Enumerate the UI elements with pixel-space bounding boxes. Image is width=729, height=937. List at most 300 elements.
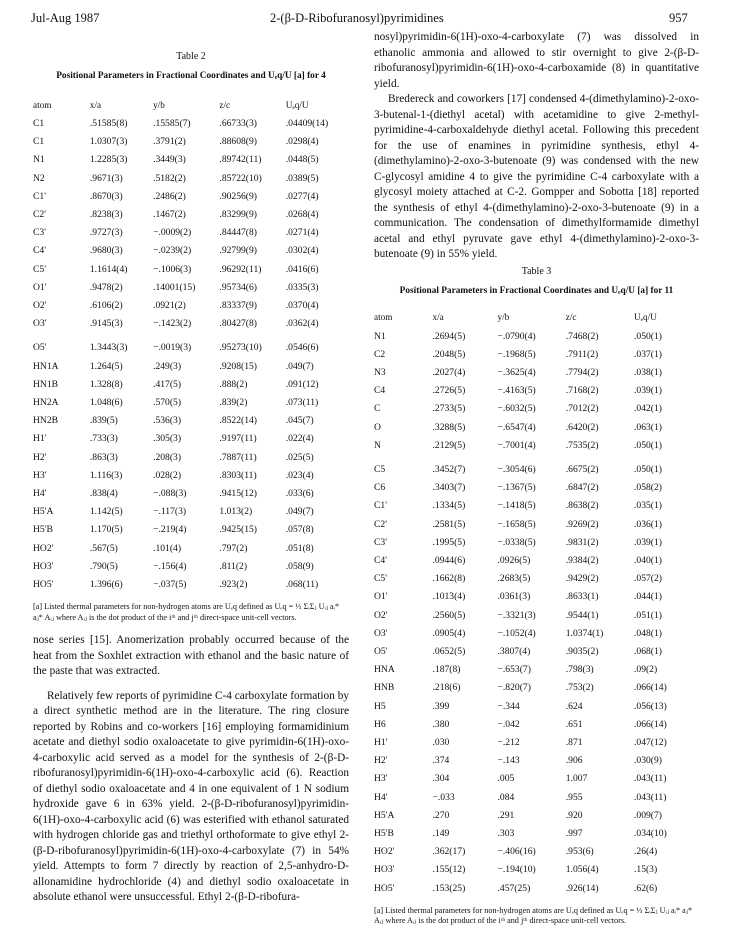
table2-header-atom: atom — [33, 99, 52, 110]
table-row — [374, 661, 699, 679]
y-cell: .1467(2) — [153, 209, 186, 221]
z-cell: .9831(2) — [565, 536, 599, 548]
z-cell: .96292(11) — [219, 263, 262, 275]
x-cell: 1.116(3) — [89, 469, 123, 481]
z-cell: .798(3) — [565, 664, 594, 676]
z-cell: .797(2) — [219, 542, 248, 554]
table3-header-y: y/b — [497, 312, 510, 323]
atom-cell: N — [374, 439, 381, 451]
u-cell: .09(2) — [634, 664, 658, 676]
table-row — [33, 115, 349, 133]
x-cell: .155(12) — [432, 864, 466, 876]
table-row — [374, 843, 699, 861]
table-row — [374, 364, 699, 382]
z-cell: .85722(10) — [219, 172, 262, 184]
u-cell: .023(4) — [285, 469, 314, 481]
x-cell: .380 — [432, 718, 450, 730]
y-cell: −.6032(5) — [497, 403, 536, 415]
u-cell: .037(1) — [634, 348, 662, 360]
x-cell: .9671(3) — [89, 172, 123, 184]
x-cell: .567(5) — [89, 542, 118, 554]
z-cell: .7887(11) — [219, 451, 257, 463]
x-cell: .733(3) — [89, 433, 118, 445]
z-cell: 1.056(4) — [565, 864, 599, 876]
z-cell: .9269(2) — [565, 518, 599, 530]
x-cell: .9478(2) — [89, 281, 123, 293]
y-cell: .5182(2) — [153, 172, 186, 184]
y-cell: −.3054(6) — [497, 463, 536, 475]
table-row — [33, 333, 349, 357]
y-cell: .536(3) — [153, 415, 182, 427]
z-cell: .651 — [565, 718, 583, 730]
atom-cell: C2' — [374, 518, 387, 530]
atom-cell: C5' — [33, 263, 46, 275]
atom-cell: N2 — [33, 172, 45, 184]
z-cell: .7168(2) — [565, 385, 599, 397]
atom-cell: O2' — [33, 300, 47, 312]
x-cell: 1.0307(3) — [89, 136, 128, 148]
atom-cell: HO3' — [374, 864, 395, 876]
z-cell: .95734(6) — [219, 281, 257, 293]
table-row — [374, 328, 699, 346]
atom-cell: C2' — [33, 209, 46, 221]
x-cell: .1662(8) — [432, 573, 466, 585]
table-row — [33, 151, 349, 169]
x-cell: .2726(5) — [432, 385, 466, 397]
atom-cell: HN1A — [33, 360, 59, 372]
u-cell: .042(1) — [634, 403, 662, 415]
z-cell: .920 — [565, 809, 583, 821]
table-row — [33, 224, 349, 242]
atom-cell: H4' — [33, 488, 47, 500]
x-cell: .0905(4) — [432, 627, 466, 639]
table-row — [374, 807, 699, 825]
z-cell: .839(2) — [219, 397, 248, 409]
u-cell: .0335(3) — [285, 281, 319, 293]
y-cell: −.3321(3) — [497, 609, 536, 621]
atom-cell: C3' — [33, 227, 46, 239]
x-cell: .2027(4) — [432, 366, 466, 378]
x-cell: .838(4) — [89, 488, 118, 500]
x-cell: .8238(3) — [89, 209, 123, 221]
table-row — [33, 170, 349, 188]
table-row — [374, 752, 699, 770]
x-cell: 1.328(8) — [89, 378, 123, 390]
table-row — [374, 516, 699, 534]
table-row — [374, 825, 699, 843]
y-cell: −.0019(3) — [153, 342, 192, 354]
u-cell: .050(1) — [634, 330, 662, 342]
y-cell: −.0239(2) — [153, 245, 192, 257]
atom-cell: O5' — [33, 342, 47, 354]
u-cell: .04409(14) — [285, 118, 329, 129]
u-cell: .62(6) — [634, 882, 658, 894]
atom-cell: O3' — [33, 318, 47, 330]
table-row — [33, 188, 349, 206]
x-cell: .839(5) — [89, 415, 118, 427]
z-cell: .624 — [565, 700, 583, 712]
u-cell: .068(11) — [285, 579, 319, 591]
z-cell: .6420(2) — [565, 421, 599, 433]
u-cell: .0302(4) — [285, 245, 319, 257]
table3-header-atom: atom — [374, 312, 393, 323]
left-column — [33, 50, 349, 906]
y-cell: −.1052(4) — [497, 627, 536, 639]
atom-cell: HNA — [374, 664, 395, 676]
atom-cell: HO3' — [33, 560, 54, 572]
table-row — [374, 789, 699, 807]
y-cell: −.3625(4) — [497, 366, 536, 378]
z-cell: 1.007 — [565, 773, 588, 785]
x-cell: 1.396(6) — [89, 579, 123, 591]
table-row — [33, 206, 349, 224]
y-cell: .291 — [497, 809, 515, 821]
table-row — [33, 521, 349, 539]
table-row — [374, 734, 699, 752]
u-cell: .033(6) — [285, 488, 314, 500]
atom-cell: C4' — [374, 554, 387, 566]
atom-cell: O2' — [374, 609, 388, 621]
atom-cell: N1 — [374, 330, 386, 342]
table3-header-row — [374, 308, 699, 328]
atom-cell: C4 — [374, 385, 386, 397]
y-cell: −.037(5) — [153, 579, 187, 591]
u-cell: .044(1) — [634, 591, 662, 603]
y-cell: .0361(3) — [497, 591, 531, 603]
y-cell: .005 — [497, 773, 515, 785]
x-cell: .863(3) — [89, 451, 118, 463]
x-cell: .3403(7) — [432, 482, 466, 494]
table-row — [374, 570, 699, 588]
x-cell: .790(5) — [89, 560, 118, 572]
table3-header-x: x/a — [432, 312, 444, 323]
atom-cell: H5'A — [33, 506, 54, 518]
z-cell: .92799(9) — [219, 245, 257, 257]
x-cell: 1.2285(3) — [89, 154, 128, 166]
right-column — [374, 30, 699, 927]
atom-cell: H3' — [374, 773, 388, 785]
z-cell: .871 — [565, 736, 583, 748]
z-cell: .9544(1) — [565, 609, 599, 621]
atom-cell: C5' — [374, 573, 387, 585]
y-cell: .208(3) — [153, 451, 182, 463]
u-cell: .043(11) — [634, 791, 667, 803]
y-cell: −.194(10) — [497, 864, 536, 876]
z-cell: .6847(2) — [565, 482, 599, 494]
x-cell: −.033 — [432, 791, 455, 803]
y-cell: .3807(4) — [497, 645, 531, 657]
atom-cell: O1' — [33, 281, 47, 293]
x-cell: .51585(8) — [89, 118, 128, 129]
table-row — [374, 497, 699, 515]
x-cell: .399 — [432, 700, 450, 712]
table-row — [374, 400, 699, 418]
table2-header-z: z/c — [219, 99, 231, 110]
z-cell: .9035(2) — [565, 645, 599, 657]
table3 — [374, 308, 699, 898]
u-cell: .039(1) — [634, 385, 662, 397]
x-cell: .218(6) — [432, 682, 461, 694]
z-cell: .811(2) — [219, 560, 248, 572]
atom-cell: HO2' — [374, 846, 395, 858]
table2-header-u: Uₑq/U — [285, 99, 309, 110]
y-cell: .457(25) — [497, 882, 531, 894]
x-cell: 1.264(5) — [89, 360, 123, 372]
z-cell: .83337(9) — [219, 300, 257, 312]
atom-cell: HN2B — [33, 415, 59, 427]
x-cell: .304 — [432, 773, 450, 785]
x-cell: .3452(7) — [432, 463, 466, 475]
atom-cell: H5'B — [374, 827, 394, 839]
u-cell: .0271(4) — [285, 227, 319, 239]
x-cell: .2694(5) — [432, 330, 466, 342]
x-cell: .1995(5) — [432, 536, 466, 548]
u-cell: .039(1) — [634, 536, 662, 548]
atom-cell: C6 — [374, 482, 386, 494]
table-row — [33, 394, 349, 412]
running-header-title: 2-(β-D-Ribofuranosyl)pyrimidines — [270, 11, 444, 25]
u-cell: .057(8) — [285, 524, 314, 536]
x-cell: .153(25) — [432, 882, 466, 894]
table-row — [374, 437, 699, 455]
x-cell: 1.1614(4) — [89, 263, 128, 275]
y-cell: −.156(4) — [153, 560, 187, 572]
y-cell: −.1367(5) — [497, 482, 536, 494]
y-cell: −.1658(5) — [497, 518, 536, 530]
atom-cell: C2 — [374, 348, 386, 360]
table2-header-row — [33, 95, 349, 115]
z-cell: .80427(8) — [219, 318, 257, 330]
y-cell: −.7001(4) — [497, 439, 536, 451]
y-cell: .0921(2) — [153, 300, 186, 312]
z-cell: .9429(2) — [565, 573, 599, 585]
table-row — [374, 716, 699, 734]
z-cell: .8522(14) — [219, 415, 257, 427]
u-cell: .091(12) — [285, 378, 319, 390]
y-cell: .028(2) — [153, 469, 182, 481]
x-cell: .1334(5) — [432, 500, 466, 512]
x-cell: .2581(5) — [432, 518, 466, 530]
x-cell: .362(17) — [432, 846, 466, 858]
u-cell: .050(1) — [634, 439, 662, 451]
u-cell: .036(1) — [634, 518, 662, 530]
table-row — [374, 346, 699, 364]
y-cell: .0926(5) — [497, 554, 531, 566]
u-cell: .056(13) — [634, 700, 667, 712]
table3-caption: Table 3 — [521, 265, 552, 277]
table-row — [374, 770, 699, 788]
atom-cell: HO2' — [33, 542, 54, 554]
table-row — [33, 485, 349, 503]
z-cell: .9384(2) — [565, 554, 599, 566]
y-cell: −.0009(2) — [153, 227, 192, 239]
u-cell: .022(4) — [285, 433, 314, 445]
u-cell: .009(7) — [634, 809, 662, 821]
x-cell: .9145(3) — [89, 318, 123, 330]
atom-cell: H1' — [374, 736, 388, 748]
y-cell: .417(5) — [153, 378, 182, 390]
u-cell: .025(5) — [285, 451, 314, 463]
y-cell: .3791(2) — [153, 136, 186, 148]
z-cell: .9425(15) — [219, 524, 257, 536]
u-cell: .040(1) — [634, 554, 662, 566]
table-row — [374, 552, 699, 570]
atom-cell: O5' — [374, 645, 388, 657]
z-cell: .84447(8) — [219, 227, 257, 239]
atom-cell: HN1B — [33, 378, 59, 390]
y-cell: .15585(7) — [153, 118, 191, 129]
u-cell: .0416(6) — [285, 263, 319, 275]
atom-cell: C1' — [374, 500, 387, 512]
atom-cell: HNB — [374, 682, 395, 694]
table-row — [374, 534, 699, 552]
u-cell: .058(2) — [634, 482, 662, 494]
table2-header-y: y/b — [153, 99, 165, 110]
z-cell: .7794(2) — [565, 366, 599, 378]
u-cell: .068(1) — [634, 645, 662, 657]
table-row — [374, 455, 699, 479]
right-paragraph-2: Bredereck and coworkers [17] condensed 4-(dimethylamino)-2-oxo-3-butenal-1-(diethyl acetal) with acetamidine to give 2-methyl-pyrimidine-4-carboxaldehyde diethyl acetal. Following this precedent for the use of enamines in pyrimidine synthesis, ethyl 4-(dimethylamino)-2-oxo-3-butenoate (9) was condensed with the new C-glycosyl amidine 4 to give the pyrimidine C-4 carboxylate with a glycosyl moiety attached at C-2. Gompper and Sobotta [18] reported the synthesis of ethyl 4-(dimethylamino)-2-oxo-3-butenoate (9) in a communication. The condensation of dimethylformamide dimethyl acetal and ethyl pyruvate gave ethyl 4-(dimethylamino)-2-oxo-3-butenoate (9) in 55% yield. — [374, 93, 699, 260]
table-row — [374, 607, 699, 625]
table-row — [374, 479, 699, 497]
table-row — [374, 861, 699, 879]
y-cell: .305(3) — [153, 433, 182, 445]
u-cell: .0268(4) — [285, 209, 319, 221]
u-cell: .038(1) — [634, 366, 662, 378]
x-cell: .1013(4) — [432, 591, 466, 603]
z-cell: .95273(10) — [219, 342, 262, 354]
y-cell: −.117(3) — [153, 506, 187, 518]
x-cell: .2733(5) — [432, 403, 466, 415]
u-cell: .26(4) — [634, 846, 658, 858]
u-cell: .051(1) — [634, 609, 662, 621]
table2-header-x: x/a — [89, 99, 102, 110]
u-cell: .057(2) — [634, 573, 662, 585]
x-cell: 1.170(5) — [89, 524, 123, 536]
z-cell: .923(2) — [219, 579, 248, 591]
x-cell: .8670(3) — [89, 190, 123, 202]
y-cell: −.143 — [497, 755, 520, 767]
y-cell: −.219(4) — [153, 524, 187, 536]
y-cell: −.6547(4) — [497, 421, 536, 433]
atom-cell: N3 — [374, 366, 386, 378]
atom-cell: H5 — [374, 700, 386, 712]
atom-cell: H2' — [33, 451, 47, 463]
page-number: 957 — [669, 11, 688, 25]
table-row — [33, 540, 349, 558]
y-cell: .101(4) — [153, 542, 182, 554]
y-cell: −.1006(3) — [153, 263, 192, 275]
table-row — [33, 576, 349, 594]
y-cell: −.820(7) — [497, 682, 531, 694]
left-paragraph-2: Relatively few reports of pyrimidine C-4 carboxylate formation by a direct synthetic method are in the literature. The ring closure reported by Robins and co-workers [16] employing formamidinium acetate and diethyl sodio oxaloacetate to give pyrimidin-6(1H)-oxo-4-carboxylic acid served as a model for the synthesis of 2-(β-D-ribofuranosyl)pyrimidin-6(1H)-oxo-4-carboxylic acid (6). Reaction of diethyl sodio oxaloacetate and 4 in one equivalent of 1 N sodium hydroxide gave 6 in 63% yield. 2-(β-D-ribofuranosyl)pyrimidin-6(1H)-oxo-4-carboxylic acid (6) was esterified with ethanol saturated with hydrogen chloride gas and triethyl orthoformate to give ethyl 2-(β-D-ribofuranosyl)pyrimidin-6(1H)-oxo-4-carboxylate (7) in 54% yield. Attempts to form 7 directly by reaction of 2,5-anhydro-D-allonamidine hydrochloride (4) and diethyl sodio oxaloacetate in absolute ethanol were unsuccessful. Ethyl 2-(β-D-ribofura- — [33, 689, 349, 904]
left-paragraph-1: nose series [15]. Anomerization probably occurred because of the heat from the Soxhlet extraction with ethanol and the basic nature of the paste that was extracted. — [33, 634, 349, 678]
u-cell: .050(1) — [634, 463, 662, 475]
z-cell: .88608(9) — [219, 136, 257, 148]
table-row — [33, 261, 349, 279]
table-row — [33, 412, 349, 430]
right-paragraph-1: nosyl)pyrimidin-6(1H)-oxo-4-carboxylate (7) was dissolved in ethanolic ammonia and allowed to stir overnight to give 2-(β-D-ribofuranosyl)pyrimidin-6(1H)-oxo-4-carboxamide (8) in quantitative yield. — [374, 31, 699, 90]
u-cell: .045(7) — [285, 415, 314, 427]
table-row — [374, 382, 699, 400]
z-cell: 1.0374(1) — [565, 627, 604, 639]
table-row — [374, 643, 699, 661]
table3-subtitle: Positional Parameters in Fractional Coordinates and Uₑq/U [a] for 11 — [399, 285, 674, 296]
atom-cell: O1' — [374, 591, 388, 603]
table-row — [33, 376, 349, 394]
table2-subtitle: Positional Parameters in Fractional Coordinates and Uₑq/U [a] for 4 — [56, 71, 326, 81]
x-cell: .9727(3) — [89, 227, 123, 239]
x-cell: .6106(2) — [89, 300, 123, 312]
u-cell: .0448(5) — [285, 154, 319, 166]
atom-cell: C3' — [374, 536, 387, 548]
atom-cell: H5'A — [374, 809, 395, 821]
z-cell: .7012(2) — [565, 403, 599, 415]
x-cell: .030 — [432, 736, 450, 748]
x-cell: .2560(5) — [432, 609, 466, 621]
y-cell: .2486(2) — [153, 190, 186, 202]
atom-cell: H6 — [374, 718, 386, 730]
table-row — [33, 503, 349, 521]
u-cell: .0362(4) — [285, 318, 319, 330]
u-cell: .035(1) — [634, 500, 662, 512]
x-cell: .374 — [432, 755, 450, 767]
x-cell: .149 — [432, 827, 450, 839]
x-cell: .0652(5) — [432, 645, 466, 657]
y-cell: .303 — [497, 827, 515, 839]
table-row — [33, 315, 349, 333]
u-cell: .058(9) — [285, 560, 314, 572]
table-row — [33, 297, 349, 315]
y-cell: −.042 — [497, 718, 520, 730]
u-cell: .043(11) — [634, 773, 667, 785]
table-row — [33, 467, 349, 485]
x-cell: 1.142(5) — [89, 506, 123, 518]
z-cell: .953(6) — [565, 846, 594, 858]
z-cell: .888(2) — [219, 378, 248, 390]
u-cell: .0546(6) — [285, 342, 319, 354]
table3-header-z: z/c — [565, 312, 577, 323]
atom-cell: H5'B — [33, 524, 53, 536]
atom-cell: HN2A — [33, 397, 59, 409]
u-cell: .0277(4) — [285, 190, 319, 202]
table-row — [374, 625, 699, 643]
y-cell: −.212 — [497, 736, 520, 748]
u-cell: .0298(4) — [285, 136, 319, 148]
u-cell: .049(7) — [285, 506, 314, 518]
y-cell: .14001(15) — [153, 281, 196, 293]
x-cell: .0944(6) — [432, 554, 466, 566]
atom-cell: H2' — [374, 755, 388, 767]
u-cell: .066(14) — [634, 718, 667, 730]
u-cell: .0370(4) — [285, 300, 319, 312]
atom-cell: H4' — [374, 791, 388, 803]
table2-footnote: [a] Listed thermal parameters for non-hydrogen atoms are Uₑq defined as Uₑq = ⅓ ΣᵢΣⱼ Uᵢⱼ aᵢ* aⱼ* Aᵢⱼ where Aᵢⱼ is the dot product of the iᵗʰ and jᵗʰ direct-space unit-cell vectors. — [33, 602, 340, 622]
y-cell: .2683(5) — [497, 573, 531, 585]
z-cell: .955 — [565, 791, 583, 803]
y-cell: .084 — [497, 791, 515, 803]
x-cell: .187(8) — [432, 664, 461, 676]
z-cell: .753(2) — [565, 682, 594, 694]
z-cell: .8638(2) — [565, 500, 599, 512]
table3-header-u: Uₑq/U — [634, 312, 657, 323]
x-cell: 1.3443(3) — [89, 342, 128, 354]
z-cell: .7535(2) — [565, 439, 599, 451]
z-cell: .906 — [565, 755, 583, 767]
x-cell: .2048(5) — [432, 348, 466, 360]
atom-cell: C1 — [33, 118, 45, 129]
x-cell: 1.048(6) — [89, 397, 123, 409]
